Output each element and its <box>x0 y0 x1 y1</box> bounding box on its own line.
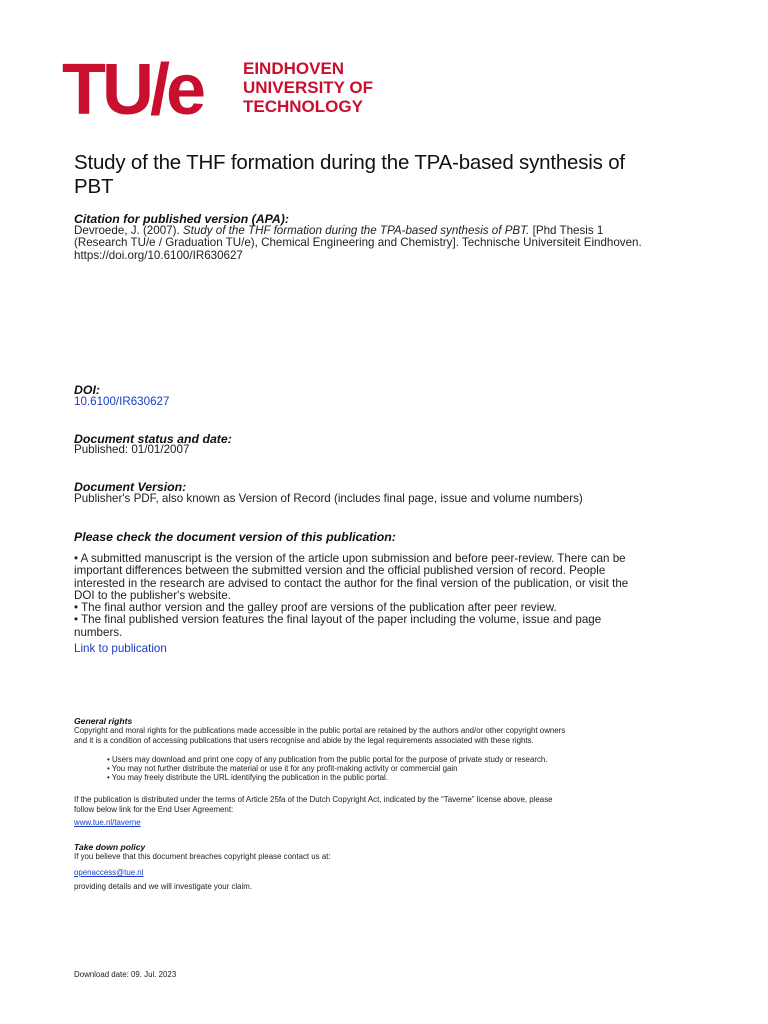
taverne-line-1: If the publication is distributed under the terms of Article 25fa of the Dutch Copyright Act, indicated by the “Taverne” license above, please <box>74 795 553 804</box>
download-date: Download date: 09. Jul. 2023 <box>74 970 177 979</box>
rights-bullet-1: • Users may download and print one copy of any publication from the public portal for the purpose of private study or research. <box>107 755 548 764</box>
taverne-line-2: follow below link for the End User Agreement: <box>74 805 234 814</box>
rights-bullet-3: • You may freely distribute the URL identifying the publication in the public portal. <box>107 773 388 782</box>
check-line-6: • The final published version features the final layout of the paper including the volume, issue and page <box>74 613 602 627</box>
rights-line-2: and it is a condition of accessing publications that users recognise and abide by the legal requirements associated with these rights. <box>74 736 534 745</box>
general-rights-label: General rights <box>74 716 133 726</box>
status-label: Document status and date: <box>74 432 232 446</box>
tue-logo <box>62 52 392 124</box>
link-to-publication[interactable]: Link to publication <box>74 642 167 655</box>
tue-logo-graphic <box>62 52 392 124</box>
rights-bullets <box>107 755 707 782</box>
check-line-2: important differences between the submitted version and the official published version of record. People <box>74 564 606 578</box>
taverne-text <box>74 795 724 815</box>
citation-authors: Devroede, J. (2007). <box>74 224 183 237</box>
check-line-1: • A submitted manuscript is the version of the article upon submission and before peer-review. There can be <box>74 552 626 565</box>
version-label: Document Version: <box>74 480 187 494</box>
logo-line-3: TECHNOLOGY <box>243 97 363 116</box>
title-line-1: Study of the THF formation during the TPA-based synthesis of <box>74 151 625 174</box>
citation-line-2: (Research TU/e / Graduation TU/e), Chemical Engineering and Chemistry]. Technische Universiteit Eindhoven. <box>74 236 642 250</box>
title-line-2: PBT <box>74 175 114 198</box>
rights-line-1: Copyright and moral rights for the publications made accessible in the public portal are retained by the authors and/or other copyright owners <box>74 726 566 735</box>
citation-line-3: https://doi.org/10.6100/IR630627 <box>74 248 243 262</box>
page-title <box>74 151 734 199</box>
status-value: Published: 01/01/2007 <box>74 443 190 456</box>
logo-line-2: UNIVERSITY OF <box>243 78 374 97</box>
logo-mark: TU/e <box>62 52 203 124</box>
takedown-line-1: If you believe that this document breaches copyright please contact us at: <box>74 852 331 861</box>
citation-title: Study of the THF formation during the TPA-based synthesis of PBT. <box>182 224 530 237</box>
check-line-7: numbers. <box>74 625 123 639</box>
takedown-label: Take down policy <box>74 842 146 852</box>
takedown-line-2: providing details and we will investigate your claim. <box>74 882 253 891</box>
check-line-3: interested in the research are advised to contact the author for the final version of the publication, or visit the <box>74 576 629 590</box>
takedown-email-link[interactable]: openaccess@tue.nl <box>74 868 144 877</box>
check-version-text <box>74 553 700 639</box>
doi-link[interactable]: 10.6100/IR630627 <box>74 395 170 408</box>
taverne-link[interactable]: www.tue.nl/taverne <box>74 818 141 827</box>
citation-label: Citation for published version (APA): <box>74 212 289 226</box>
general-rights-text <box>74 726 724 746</box>
rights-bullet-2: • You may not further distribute the material or use it for any profit-making activity or commercial gain <box>107 764 458 773</box>
check-line-5: • The final author version and the galley proof are versions of the publication after peer review. <box>74 601 557 615</box>
version-value: Publisher's PDF, also known as Version of Record (includes final page, issue and volume numbers) <box>74 492 583 505</box>
logo-line-1: EINDHOVEN <box>243 59 345 78</box>
citation-text <box>74 225 700 262</box>
citation-type: [Phd Thesis 1 <box>529 224 604 237</box>
check-version-label: Please check the document version of this publication: <box>74 530 396 544</box>
doi-label: DOI: <box>74 383 100 397</box>
check-line-4: DOI to the publisher's website. <box>74 588 231 602</box>
